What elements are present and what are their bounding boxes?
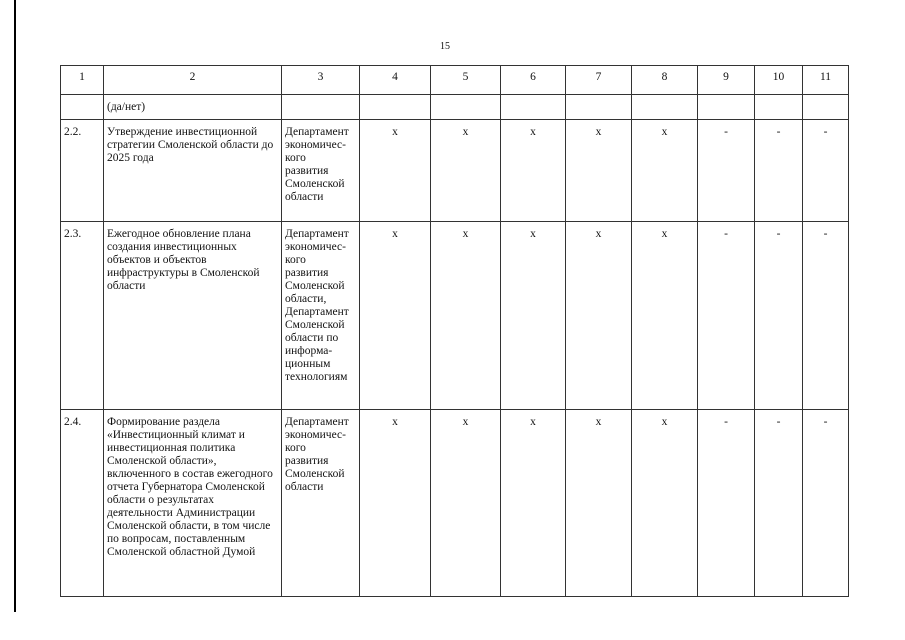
responsible-line: развития: [285, 267, 329, 279]
responsible-line: экономичес-: [285, 241, 346, 253]
continuation-text: (да/нет): [104, 95, 282, 120]
year-cell: -: [698, 120, 755, 222]
header-row: [61, 66, 849, 95]
responsible-line: Смоленской: [285, 468, 345, 480]
responsible-line: Департамент: [285, 228, 349, 240]
responsible-line: Смоленской: [285, 319, 345, 331]
year-cell: х: [360, 410, 431, 597]
year-cell: х: [360, 120, 431, 222]
responsible-line: Департамент: [285, 306, 349, 318]
responsible-executor: [282, 120, 360, 222]
responsible-line: области: [285, 481, 324, 493]
responsible-line: информа-: [285, 345, 333, 357]
column-header: 9: [698, 66, 755, 95]
responsible-line: Смоленской: [285, 178, 345, 190]
row-number: 2.3.: [61, 222, 104, 410]
page-number: 15: [440, 41, 450, 52]
task-description: Утверждение инвестиционной стратегии Смоленской области до 2025 года: [104, 120, 282, 222]
year-cell: х: [632, 120, 698, 222]
responsible-line: Смоленской: [285, 280, 345, 292]
column-header: 3: [282, 66, 360, 95]
responsible-executor: [282, 410, 360, 597]
year-cell: х: [431, 222, 501, 410]
responsible-line: кого: [285, 254, 306, 266]
table-body: [61, 120, 849, 597]
responsible-line: Департамент: [285, 126, 349, 138]
continuation-row: [61, 95, 849, 120]
task-description: Ежегодное обновление плана создания инвестиционных объектов и объектов инфраструктуры в Смоленской области: [104, 222, 282, 410]
table-row: [61, 222, 849, 410]
column-header: 2: [104, 66, 282, 95]
responsible-line: области по: [285, 332, 339, 344]
column-header: 6: [501, 66, 566, 95]
year-cell: -: [698, 410, 755, 597]
responsible-line: Департамент: [285, 416, 349, 428]
responsible-line: кого: [285, 152, 306, 164]
year-cell: х: [566, 410, 632, 597]
measures-table: [60, 65, 849, 597]
task-description: Формирование раздела «Инвестиционный климат и инвестиционная политика Смоленской области», включенного в состав ежегодного отчета Губернатора Смоленской области о результатах деятельности Администрации Смоленской области, в том числе по вопросам, поставленным Смоленской областной Думой: [104, 410, 282, 597]
year-cell: х: [360, 222, 431, 410]
column-header: 7: [566, 66, 632, 95]
year-cell: х: [566, 120, 632, 222]
responsible-line: ционным: [285, 358, 331, 370]
responsible-executor: [282, 222, 360, 410]
responsible-line: кого: [285, 442, 306, 454]
column-header: 4: [360, 66, 431, 95]
responsible-line: развития: [285, 455, 329, 467]
year-cell: -: [755, 410, 803, 597]
year-cell: х: [431, 120, 501, 222]
year-cell: -: [803, 410, 849, 597]
column-header: 11: [803, 66, 849, 95]
table-row: [61, 410, 849, 597]
year-cell: -: [698, 222, 755, 410]
year-cell: -: [755, 120, 803, 222]
responsible-line: области,: [285, 293, 327, 305]
responsible-line: экономичес-: [285, 429, 346, 441]
column-header: 8: [632, 66, 698, 95]
row-number: 2.4.: [61, 410, 104, 597]
year-cell: х: [431, 410, 501, 597]
year-cell: -: [803, 222, 849, 410]
year-cell: х: [632, 410, 698, 597]
column-header: 5: [431, 66, 501, 95]
year-cell: -: [803, 120, 849, 222]
year-cell: -: [755, 222, 803, 410]
responsible-line: развития: [285, 165, 329, 177]
row-number: 2.2.: [61, 120, 104, 222]
responsible-line: области: [285, 191, 324, 203]
responsible-line: технологиям: [285, 371, 348, 383]
table-row: [61, 120, 849, 222]
year-cell: х: [566, 222, 632, 410]
column-header: 1: [61, 66, 104, 95]
left-margin-rule: [14, 0, 16, 612]
responsible-line: экономичес-: [285, 139, 346, 151]
year-cell: х: [501, 120, 566, 222]
year-cell: х: [501, 222, 566, 410]
year-cell: х: [501, 410, 566, 597]
column-header: 10: [755, 66, 803, 95]
year-cell: х: [632, 222, 698, 410]
